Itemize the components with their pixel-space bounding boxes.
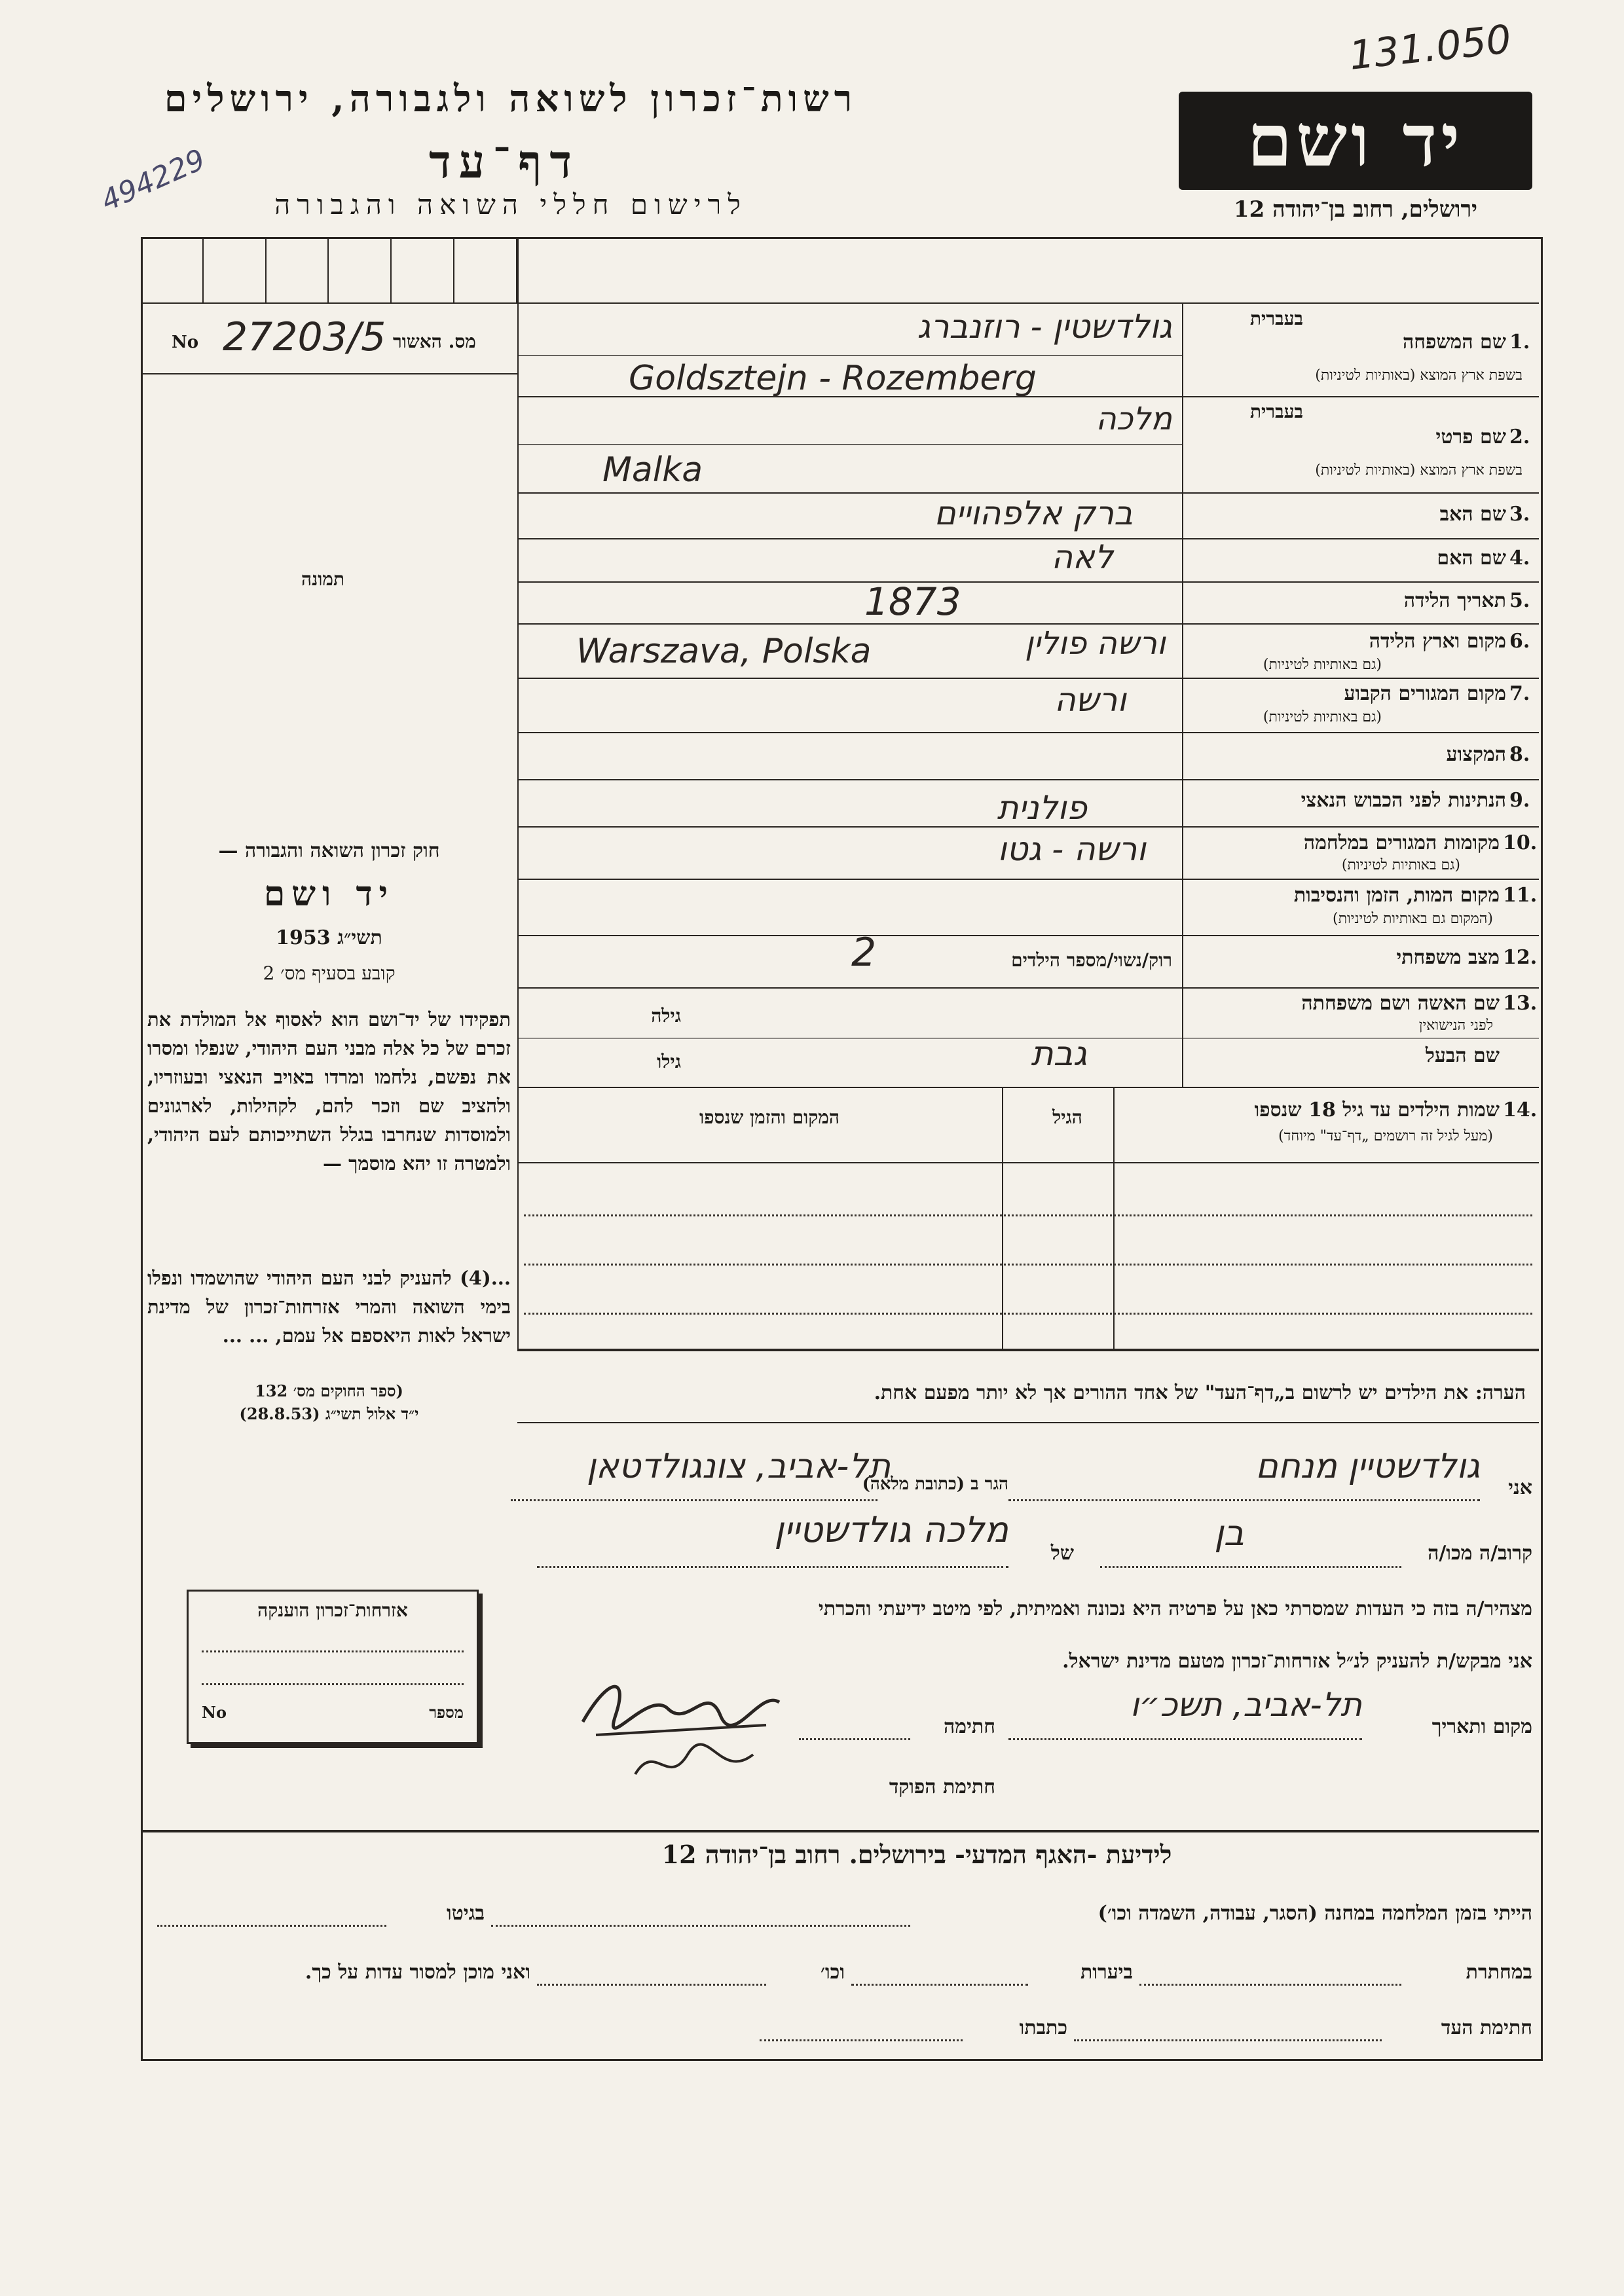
footer-line2-c: וכו׳	[821, 1961, 845, 1984]
decl-place-date-label: מקום ותאריך	[1431, 1715, 1532, 1738]
field-4-num: 4.	[1509, 547, 1530, 570]
field-13-sub: לפני הנישואין	[1418, 1017, 1493, 1034]
yad-vashem-logo	[1179, 92, 1532, 190]
field-5-label: תאריך הלידה	[1403, 589, 1506, 612]
field-4-label: שם האם	[1437, 547, 1506, 570]
note: הערה: את הילדים יש לרשום ב„דף־העד" של אחד ההורים אך לא יותר מפעם אחת.	[874, 1381, 1526, 1404]
authority-line: רשות־זכרון לשואה ולגבורה, ירושלים	[164, 77, 858, 120]
footer-line2-d: ואני מוכן למסור עדות על כך.	[304, 1961, 530, 1984]
registration-label: מס. האשור	[393, 331, 476, 352]
registration-no-label: No	[172, 333, 199, 352]
field-7-num: 7.	[1509, 682, 1530, 705]
field-3-value[interactable]: ברק אלפהויים	[934, 494, 1133, 532]
decl-officer-label: חתימת הפוקד	[889, 1776, 995, 1798]
form-subtitle: לרישום חללי השואה והגבורה	[274, 189, 747, 221]
law-paragraph-2: ...(4) להעניק לבני העם היהודי שהושמדו ונפלו בימי השואה והמרי אזרחות־זכרון של מדינת ישראל לאות היאספם אל עמם, ... ...	[147, 1267, 511, 1347]
field-5-value[interactable]: 1873	[864, 579, 961, 624]
footer-line3-a: חתימת העד	[1441, 2016, 1532, 2039]
law-title: חוק זכרון השואה והגבורה —	[218, 839, 440, 862]
law-section: קובע בסעיף מס׳ 2	[263, 962, 396, 984]
field-10-value[interactable]: ורשה - גטו	[997, 830, 1146, 868]
field-10-label: מקומות המגורים במלחמה	[1303, 831, 1500, 854]
photo-label: תמונה	[301, 568, 345, 590]
field-2-lang-sub: בשפת ארץ המוצא (באותיות לטיניות)	[1315, 462, 1522, 479]
footer-line1-a: הייתי בזמן המלחמה במחנה (הסגר, עבודה, השמדה וכו׳)	[1098, 1902, 1532, 1925]
field-2-label: שם פרטי	[1435, 426, 1506, 448]
field-9-value[interactable]: פולנית	[997, 789, 1087, 827]
decl-relative-value[interactable]: בן	[1214, 1512, 1244, 1554]
field-7-value[interactable]: ורשה	[1054, 681, 1126, 719]
field-3-num: 3.	[1509, 503, 1530, 526]
stamp-number: 494229	[96, 143, 211, 218]
field-2-lang-he: בעברית	[1249, 401, 1303, 422]
husband-age-label: גילו	[657, 1051, 681, 1072]
field-14-num: 14.	[1503, 1099, 1538, 1121]
field-2-value-latin[interactable]: Malka	[602, 450, 703, 490]
citizenship-box	[187, 1590, 479, 1744]
code-boxes	[141, 237, 517, 302]
children-label: שמות הילדים עד גיל 18 שנספו	[1254, 1099, 1500, 1121]
field-7-label: מקום המגורים הקבוע	[1344, 682, 1506, 705]
field-13-label: שם האשה ושם משפחתה	[1301, 992, 1500, 1015]
field-2-value-he[interactable]: מלכה	[1096, 401, 1172, 437]
citizenship-number-label: מספר	[429, 1703, 464, 1722]
field-6-value[interactable]: ורשה פולין	[1025, 625, 1166, 662]
decl-statement-2: אני מבקש/ת להעניק לנ״ל אזרחות־זכרון מטעם מדינת ישראל.	[1062, 1650, 1532, 1673]
field-2-num: 2.	[1509, 426, 1530, 448]
decl-signature-label: חתימה	[944, 1715, 995, 1738]
logo-text: יד ושם	[1247, 98, 1464, 183]
field-6-sub: (גם באותיות לטיניות)	[1263, 657, 1382, 673]
decl-of-value[interactable]: מלכה גולדשטיין	[774, 1509, 1008, 1550]
field-6-label: מקום וארץ הלידה	[1369, 630, 1506, 653]
law-source: (ספר החוקים מס׳ 132	[255, 1381, 403, 1400]
archive-number: 131.050	[1347, 16, 1514, 79]
field-1-num: 1.	[1509, 331, 1530, 354]
field-1-lang-he: בעברית	[1249, 308, 1303, 329]
field-10-num: 10.	[1503, 831, 1538, 854]
field-1-value-latin[interactable]: Goldsztejn - Rozemberg	[629, 359, 1037, 398]
marital-value[interactable]: 2	[851, 930, 877, 975]
field-1-value-he[interactable]: גולדשטין - רוזנברג	[917, 308, 1172, 346]
decl-ani-label: אני	[1508, 1476, 1532, 1499]
citizenship-no-label: No	[202, 1703, 227, 1722]
footer-line2-b: ביערות	[1080, 1961, 1133, 1984]
field-11-num: 11.	[1503, 884, 1538, 907]
address: ירושלים, רחוב בן־יהודה 12	[1233, 196, 1478, 223]
field-7-sub: (גם באותיות לטיניות)	[1263, 709, 1382, 725]
husband-label: שם הבעל	[1425, 1044, 1500, 1067]
footer-line3-b: כתבתו	[1019, 2016, 1067, 2039]
field-1-lang-sub: בשפת ארץ המוצא (באותיות לטיניות)	[1315, 367, 1522, 384]
decl-relative-label: קרוב/ה מכו/ה	[1428, 1542, 1532, 1565]
footer-line2-a: במחתרת	[1466, 1961, 1532, 1984]
decl-ani-value[interactable]: גולדשטיין מנחם	[1255, 1447, 1480, 1486]
law-year: תשי״ג 1953	[276, 926, 382, 949]
field-10-sub: (גם באותיות לטיניות)	[1341, 857, 1460, 873]
field-3-label: שם האב	[1439, 503, 1506, 526]
form-title: דף־עד	[428, 134, 580, 189]
marital-label: רוק/נשוי/מספר הילדים	[1011, 949, 1172, 971]
officer-signature	[629, 1735, 760, 1794]
field-5-num: 5.	[1509, 589, 1530, 612]
field-12-num: 12.	[1503, 946, 1538, 969]
decl-place-date-value[interactable]: תל-אביב, תשכ״ו	[1130, 1686, 1362, 1724]
field-6-value-latin[interactable]: Warszava, Polska	[576, 632, 872, 671]
field-8-num: 8.	[1509, 743, 1530, 766]
decl-resident-value[interactable]: תל-אביב, צונגולדטאן	[586, 1447, 891, 1486]
field-13-num: 13.	[1503, 992, 1538, 1015]
husband-value[interactable]: גבת	[1031, 1034, 1087, 1074]
law-source-2: י״ד אלול תשי״ג (28.8.53)	[239, 1404, 419, 1423]
children-col-age: הגיל	[1052, 1106, 1082, 1128]
citizenship-title: אזרחות־זכרון הוענקה	[257, 1599, 408, 1621]
decl-of-label: של	[1050, 1542, 1074, 1565]
field-4-value[interactable]: לאה	[1051, 538, 1113, 576]
field-11-label: מקום המות, הזמן והנסיבות	[1293, 884, 1500, 907]
decl-resident-label: הגר ב (כתובת מלאה)	[862, 1474, 1008, 1494]
footer-title: לידיעת -האגף המדעי- בירושלים. רחוב בן־יהודה 12	[661, 1840, 1172, 1869]
law-paragraph-1: תפקידו של יד־ושם הוא לאסוף אל המולדת את זכרם של כל אלה מבני העם היהודי, שנפלו ומסרו את נפשם, נלחמו ומרדו באויב הנאצי ובעוזריו, ולהציב שם וזכר להם, לקהילות, לארגונים ולמוסדות שנחרבו בגלל השתייכותם לעם היהודי, ולמטרה זו יהא מוסמך —	[147, 1008, 511, 1175]
wife-age-label: גילה	[651, 1005, 681, 1027]
field-8-label: המקצוע	[1446, 743, 1506, 766]
registration-value: 27203/5	[223, 314, 386, 360]
law-name: יד ושם	[263, 874, 395, 914]
field-9-num: 9.	[1509, 789, 1530, 812]
children-col-place: המקום והזמן שנספו	[699, 1106, 840, 1128]
decl-statement-1: מצהיר/ה בזה כי העדות שמסרתי כאן על פרטיה היא נכונה ואמיתית, לפי מיטב ידיעתי והכרתי	[818, 1597, 1532, 1620]
field-9-label: הנתינות לפני הכבוש הנאצי	[1301, 789, 1506, 812]
field-12-label: מצב משפחתי	[1396, 946, 1500, 969]
footer-line1-b: בגיטו	[446, 1902, 485, 1925]
field-1-label: שם המשפחה	[1402, 331, 1506, 354]
children-sub: (מעל לגיל זה רושמים „דף־עד" מיוחד)	[1278, 1128, 1493, 1144]
field-6-num: 6.	[1509, 630, 1530, 653]
field-11-sub: (המקום גם באותיות לטיניות)	[1333, 911, 1493, 927]
